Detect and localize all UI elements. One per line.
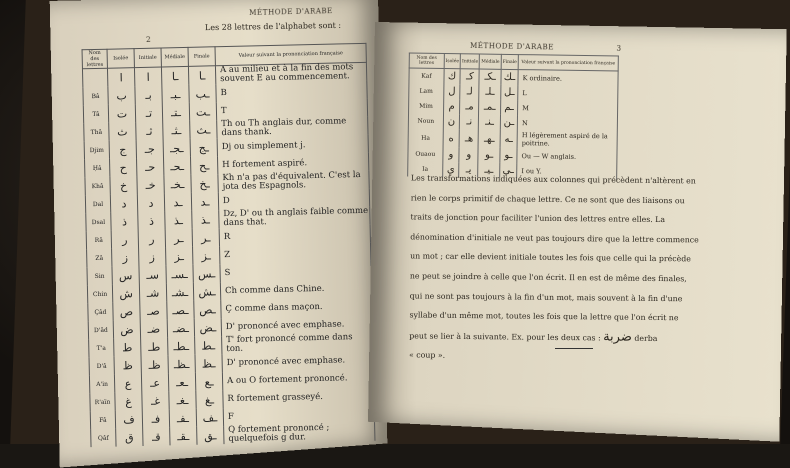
end-rule (555, 348, 593, 349)
letter-name: D'âd (88, 321, 113, 340)
letter-value: B (216, 81, 367, 102)
letter-value: M (518, 100, 618, 116)
letter-form: سـ (139, 265, 166, 284)
letter-name: T'a (89, 339, 114, 358)
running-head-right: MÉTHODE D'ARABE (469, 41, 555, 52)
letter-form: ا (134, 67, 161, 86)
letter-form: ـضـ (167, 319, 194, 338)
letter-form: ـر (192, 228, 219, 247)
explanation-paragraph (409, 168, 711, 368)
letter-value: S (220, 261, 371, 282)
letter-form: حـ (137, 157, 164, 176)
letter-form: ذ (111, 212, 138, 231)
letter-form: ز (112, 248, 139, 267)
letter-form: جـ (136, 139, 163, 158)
letter-form: خ (110, 176, 137, 195)
page-number-right: 3 (616, 44, 622, 53)
letter-value: R fortement grasseyé. (223, 387, 374, 408)
letter-form: و (459, 147, 478, 162)
letter-form: ـذ (165, 211, 192, 230)
letter-form: ـي (499, 163, 516, 178)
letter-form: ـط (195, 336, 222, 355)
letter-value: Kh n'a pas d'équivalent. C'est la jota des Espagnols. (218, 171, 369, 192)
letter-form: يـ (459, 162, 478, 177)
column-header: Valeur suivant la prononciation française (215, 43, 366, 65)
letter-form: طـ (141, 337, 168, 356)
letter-form: ـه (500, 130, 517, 148)
letter-form: ـا (161, 66, 188, 85)
letter-form: ش (112, 284, 139, 303)
letter-form: ـث (190, 120, 217, 139)
letter-form: ـت (189, 102, 216, 121)
letter-value: R (219, 225, 370, 246)
column-header: Nom des lettres (82, 49, 107, 69)
letter-form: ل (443, 84, 460, 99)
letter-value: Dj ou simplement j. (217, 135, 368, 156)
letter-form: ـنـ (479, 115, 501, 130)
letter-form: ـو (500, 148, 517, 163)
letter-value: Ch comme dans Chine. (220, 279, 371, 300)
letter-value: A ou O fortement prononcé. (222, 369, 373, 390)
letter-form: ن (443, 114, 460, 129)
letter-form: ـشـ (166, 283, 193, 302)
letter-form: ذ (138, 211, 165, 230)
letter-name: Fâ (90, 411, 115, 430)
letter-value: D' prononcé avec emphase. (221, 315, 372, 336)
letter-form: ف (115, 410, 142, 429)
letter-form: ز (139, 247, 166, 266)
letter-form: ـش (193, 282, 220, 301)
paragraph-line: un mot ; car elle devient initiale toutes les fois que celle qui la précède (410, 251, 691, 264)
letter-form: ـب (189, 84, 216, 103)
letter-value: Z (220, 243, 371, 264)
letter-name: Ḥâ (85, 159, 110, 178)
letter-form: هـ (459, 129, 478, 147)
letter-form: ثـ (136, 121, 163, 140)
letter-name: Ouaou (408, 147, 443, 162)
letter-value: F (223, 405, 374, 426)
letter-name: Çâd (88, 303, 113, 322)
letter-form: ـمـ (479, 100, 501, 115)
letter-form: ت (108, 104, 135, 123)
letter-form: ـد (164, 193, 191, 212)
letter-form: ث (109, 122, 136, 141)
letter-name: Lam (409, 84, 444, 99)
letter-form: عـ (141, 373, 168, 392)
letter-form: ـقـ (170, 427, 197, 446)
paragraph-line: peut se lier à la suivante. Ex. pour les deux cas : ضربة derba (409, 329, 658, 345)
letter-value: L (518, 85, 618, 101)
letter-name: Râ (86, 231, 111, 250)
paragraph-line: rien le corps primitif de chaque lettre. Ce ne sont que des liaisons ou (410, 193, 685, 205)
column-header: Finale (188, 47, 215, 67)
column-header: Nom des lettres (409, 53, 444, 68)
letter-name: Dsal (86, 213, 111, 232)
letter-form: ق (116, 428, 143, 447)
letter-form: ض (113, 320, 140, 339)
letter-form: ـق (197, 426, 224, 445)
letter-form: و (443, 147, 460, 162)
letter-form: نـ (460, 114, 479, 129)
letter-name (82, 68, 107, 87)
letter-form: خـ (137, 175, 164, 194)
column-header: Initiale (460, 54, 479, 69)
letter-form: ـخ (191, 174, 218, 193)
letter-form: ـف (196, 408, 223, 427)
paragraph-line: qui ne sont pas toujours à la fin d'un mot, mais souvent à la fin d'une (409, 290, 683, 303)
letter-form: ـعـ (168, 373, 195, 392)
letter-form: ـل (501, 85, 518, 100)
letter-value: Th ou Th anglais dur, comme dans thank. (217, 117, 368, 138)
letter-form: مـ (460, 99, 479, 114)
letter-form: تـ (135, 103, 162, 122)
letter-name: A'in (89, 375, 114, 394)
letter-value: Q fortement prononcé ; quelquefois g dur. (224, 423, 375, 444)
letter-form: س (112, 266, 139, 285)
letter-value: A au milieu et à la fin des mots souvent E au commencement. (215, 62, 366, 84)
letter-form: ـر (165, 229, 192, 248)
letter-form: شـ (139, 283, 166, 302)
column-header: Finale (501, 54, 518, 69)
letter-form: ي (442, 162, 459, 177)
letter-form: ـو (478, 148, 500, 163)
letter-name: Ia (408, 162, 443, 177)
letter-form: ر (111, 230, 138, 249)
letter-form: ـتـ (162, 103, 189, 122)
letter-form: ـغ (196, 390, 223, 409)
letter-name: R'aïn (90, 393, 115, 412)
letter-name: D'â (89, 357, 114, 376)
letter-value: D' prononcé avec emphase. (222, 351, 373, 372)
letter-name: Dal (85, 195, 110, 214)
letter-name: Qâf (91, 429, 116, 448)
paragraph-line: ne peut se joindre à celle que l'on écrit. Il en est de même des finales, (409, 271, 687, 284)
letter-name: Kaf (409, 68, 444, 84)
letter-name: Sin (87, 267, 112, 286)
letter-value: Dz, D' ou th anglais faible comme dans that. (219, 207, 370, 228)
letter-form: ا (107, 68, 134, 87)
letter-name: Mim (409, 99, 444, 114)
letter-value: Ç comme dans maçon. (221, 297, 372, 318)
column-header: Isolée (444, 54, 461, 69)
letter-form: د (137, 193, 164, 212)
letter-value: H légèrement aspiré de la poitrine. (517, 130, 617, 149)
letter-form: ـد (191, 192, 218, 211)
letter-form: ـظ (195, 354, 222, 373)
letter-form: ـلـ (479, 85, 501, 100)
letter-form: ـفـ (169, 409, 196, 428)
letter-form: ـس (193, 264, 220, 283)
letter-form: ـصـ (167, 301, 194, 320)
letter-form: ـسـ (166, 265, 193, 284)
letter-form: د (110, 194, 137, 213)
letter-form: فـ (142, 409, 169, 428)
letter-form: ج (109, 140, 136, 159)
letter-value: N (517, 115, 617, 131)
paragraph-line: traits de jonction pour faciliter l'union des lettres entre elles. La (410, 212, 666, 225)
letter-form: كـ (460, 69, 479, 85)
letter-name: Djim (84, 141, 109, 160)
letter-form: ـظـ (168, 355, 195, 374)
letter-form: ـص (194, 300, 221, 319)
letter-form: ـز (166, 247, 193, 266)
column-header: Initiale (134, 48, 161, 68)
letter-form: ـذ (192, 210, 219, 229)
letter-value: Ou — W anglais. (517, 148, 617, 164)
letter-form: ك (444, 69, 461, 85)
letter-form: ـن (500, 115, 517, 130)
letter-value: T (216, 99, 367, 120)
letter-value: T' fort prononcé comme dans ton. (222, 333, 373, 354)
letter-form: لـ (460, 84, 479, 99)
paragraph-line: dénomination d'initiale ne veut pas toujours dire que la lettre commence (410, 232, 699, 245)
letter-form: ـحـ (163, 157, 190, 176)
letter-form: ـع (195, 372, 222, 391)
letter-form: ح (110, 158, 137, 177)
paragraph-line: syllabe d'un même mot, toutes les fois que la lettre que l'on écrit ne (409, 310, 679, 323)
letter-form: ه (443, 129, 460, 147)
letter-form: ـغـ (169, 391, 196, 410)
letter-name: Bâ (83, 87, 108, 106)
page-number-left: 2 (145, 35, 151, 45)
letter-form: بـ (135, 85, 162, 104)
column-header: Valeur suivant la prononciation française (518, 55, 618, 71)
letter-form: صـ (140, 301, 167, 320)
letter-form: ب (108, 86, 135, 105)
letter-form: ـج (190, 138, 217, 157)
letter-form: ـكـ (479, 69, 501, 85)
letter-name: Chin (87, 285, 112, 304)
letter-name: Noun (408, 114, 443, 129)
letter-value: H fortement aspiré. (217, 153, 368, 174)
example-arabic: ضربة (603, 329, 633, 345)
letter-form: ظـ (141, 355, 168, 374)
column-header: Isolée (107, 49, 134, 69)
example-gloss: « coup ». (409, 350, 446, 361)
letter-form: ع (114, 374, 141, 393)
column-header: Médiale (480, 54, 502, 69)
letter-form: ـح (190, 156, 217, 175)
letter-form: ـبـ (162, 85, 189, 104)
alphabet-table-left (82, 43, 376, 447)
letter-form: ـز (193, 246, 220, 265)
letter-name: Thâ (84, 123, 109, 142)
letter-name: Tâ (83, 105, 108, 124)
letter-value: K ordinaire. (518, 70, 618, 87)
letter-name: Khâ (85, 177, 110, 196)
letter-form: ـهـ (479, 130, 501, 148)
letter-form: ـجـ (163, 139, 190, 158)
letter-form: ر (138, 229, 165, 248)
letter-form: م (443, 99, 460, 114)
letter-value: D (218, 189, 369, 210)
letter-form: ـك (501, 69, 518, 85)
letter-form: ضـ (140, 319, 167, 338)
letter-name: Ha (408, 129, 443, 147)
table-caption: Les 28 lettres de l'alphabet sont : (204, 20, 342, 33)
alphabet-table-right (407, 53, 619, 180)
letter-form: غـ (142, 391, 169, 410)
letter-form: ط (114, 338, 141, 357)
letter-value: I ou Y. (517, 163, 617, 179)
letter-form: ـض (194, 318, 221, 337)
letter-form: ص (113, 302, 140, 321)
letter-form: ـخـ (164, 175, 191, 194)
column-header: Médiale (161, 47, 188, 67)
letter-form: ـا (188, 66, 215, 85)
letter-form: ـم (500, 100, 517, 115)
letter-form: ظ (114, 356, 141, 375)
letter-form: ـثـ (163, 121, 190, 140)
letter-form: ـيـ (478, 163, 500, 178)
paragraph-line: Les transformations indiquées aux colonnes qui précèdent n'altèrent en (410, 173, 696, 186)
letter-form: قـ (143, 427, 170, 446)
letter-form: غ (115, 392, 142, 411)
running-head-left: MÉTHODE D'ARABE (249, 7, 333, 18)
example-translit: derba (634, 333, 658, 343)
letter-name: Zâ (87, 249, 112, 268)
letter-form: ـطـ (168, 337, 195, 356)
